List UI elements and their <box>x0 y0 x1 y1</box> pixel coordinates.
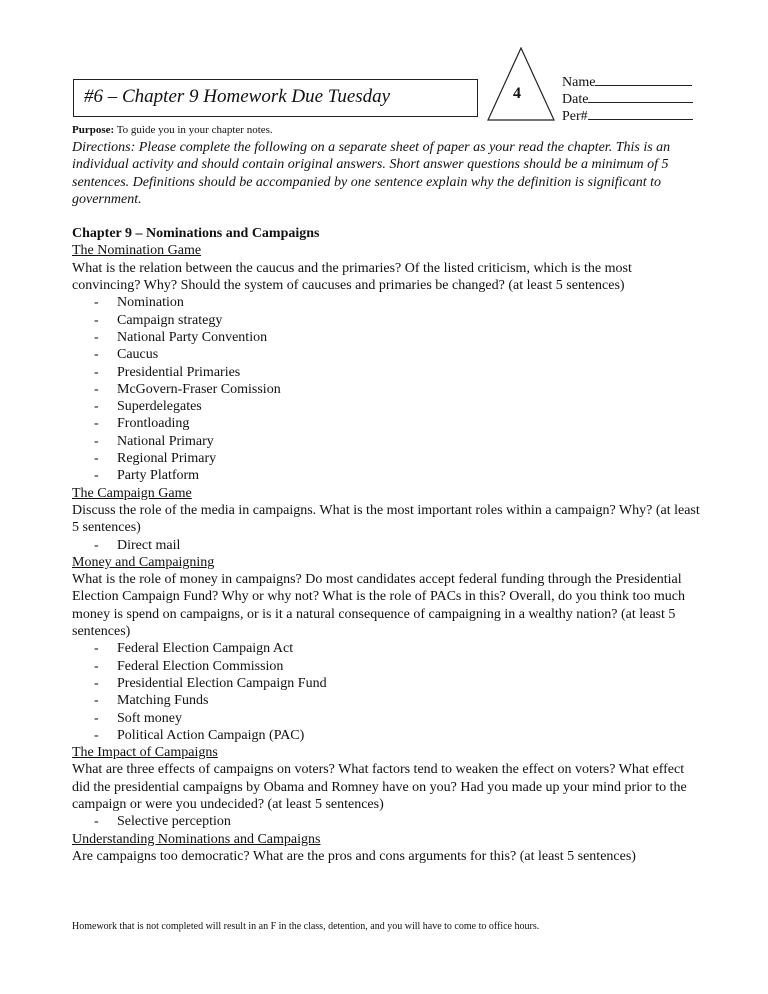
term-text: Selective perception <box>117 814 231 830</box>
term-item <box>72 364 702 381</box>
term-text: Direct mail <box>117 537 181 553</box>
bullet-dash: - <box>94 451 99 467</box>
bullet-dash: - <box>94 727 99 743</box>
term-item <box>72 813 702 830</box>
term-text: Caucus <box>117 347 159 363</box>
section-question: What are three effects of campaigns on voters? What factors tend to weaken the effect on voters? What effect did the presidential campaigns by Obama and Romney have on you? Had you made up your mind prior to the campaign or were you undecided? (at least 5 sentences) <box>72 762 687 812</box>
term-item <box>72 710 702 727</box>
purpose-text: To guide you in your chapter notes. <box>114 124 273 136</box>
period-label: Per# <box>562 109 588 124</box>
bullet-dash: - <box>94 347 99 363</box>
footer-note: Homework that is not completed will result in an F in the class, detention, and you will have to come to office hours. <box>72 921 540 932</box>
term-item <box>72 398 702 415</box>
sections-container <box>72 242 702 865</box>
period-underline <box>588 107 693 120</box>
term-text: National Primary <box>117 433 214 449</box>
date-field[interactable] <box>562 90 693 108</box>
section-heading: The Impact of Campaigns <box>72 745 218 761</box>
section-question: What is the role of money in campaigns? Do most candidates accept federal funding through the Presidential Election Campaign Fund? Why or why not? What is the role of PACs in this? Overall, do you think too much money is spend on campaigns, or is it a natural consequence of campaigning in a wealthy nation? (at least 5 sentences) <box>72 572 685 640</box>
term-text: Soft money <box>117 710 182 726</box>
bullet-dash: - <box>94 658 99 674</box>
bullet-dash: - <box>94 399 99 415</box>
bullet-dash: - <box>94 364 99 380</box>
bullet-dash: - <box>94 537 99 553</box>
bullet-dash: - <box>94 381 99 397</box>
term-text: Presidential Election Campaign Fund <box>117 675 327 691</box>
term-item <box>72 294 702 311</box>
term-text: Frontloading <box>117 416 190 432</box>
purpose-line <box>72 124 702 137</box>
bullet-dash: - <box>94 710 99 726</box>
term-item <box>72 433 702 450</box>
term-text: Political Action Campaign (PAC) <box>117 727 305 743</box>
bullet-dash: - <box>94 675 99 691</box>
directions: Directions: Please complete the following on a separate sheet of paper as your read the chapter. This is an individual activity and should contain original answers. Short answer questions should be a minimum of 5 sentences. Definitions should be accompanied by one sentence explain why the definition is significant to government. <box>72 140 671 207</box>
section-question: Are campaigns too democratic? What are the pros and cons arguments for this? (at least 5 sentences) <box>72 848 636 864</box>
term-item <box>72 415 702 432</box>
name-underline <box>595 73 692 86</box>
term-item <box>72 692 702 709</box>
bullet-dash: - <box>94 312 99 328</box>
bullet-dash: - <box>94 693 99 709</box>
term-text: Party Platform <box>117 468 200 484</box>
homework-title: #6 – Chapter 9 Homework Due Tuesday <box>84 86 391 107</box>
term-text: Nomination <box>117 295 184 311</box>
term-item <box>72 346 702 363</box>
term-list <box>72 640 702 744</box>
section-heading: Money and Campaigning <box>72 554 215 570</box>
term-item <box>72 675 702 692</box>
term-item <box>72 537 702 554</box>
term-item <box>72 727 702 744</box>
term-list <box>72 537 702 554</box>
term-list <box>72 813 702 830</box>
term-text: Superdelegates <box>117 399 202 415</box>
name-label: Name <box>562 75 596 90</box>
term-item <box>72 467 702 484</box>
term-item <box>72 640 702 657</box>
term-item <box>72 450 702 467</box>
term-text: Federal Election Campaign Act <box>117 641 294 657</box>
term-text: Campaign strategy <box>117 312 223 328</box>
section-heading: Understanding Nominations and Campaigns <box>72 831 321 847</box>
bullet-dash: - <box>94 416 99 432</box>
section-question: What is the relation between the caucus and the primaries? Of the listed criticism, which is the most convincing? Why? Should the system of caucuses and primaries be changed? (at least 5 sentences) <box>72 260 632 294</box>
date-underline <box>588 90 693 103</box>
term-item <box>72 312 702 329</box>
period-field[interactable] <box>562 107 693 125</box>
term-text: Regional Primary <box>117 451 217 467</box>
term-item <box>72 381 702 398</box>
bullet-dash: - <box>94 433 99 449</box>
bullet-dash: - <box>94 295 99 311</box>
term-text: Federal Election Commission <box>117 658 284 674</box>
purpose-label: Purpose: <box>72 124 115 136</box>
term-item <box>72 658 702 675</box>
chapter-title: Chapter 9 – Nominations and Campaigns <box>72 226 320 242</box>
section-heading: The Nomination Game <box>72 243 202 259</box>
badge-number: 4 <box>513 85 521 102</box>
term-text: National Party Convention <box>117 329 268 345</box>
term-text: Presidential Primaries <box>117 364 241 380</box>
bullet-dash: - <box>94 814 99 830</box>
bullet-dash: - <box>94 468 99 484</box>
triangle-badge-icon <box>487 47 555 122</box>
date-label: Date <box>562 92 589 107</box>
title-box <box>73 79 478 117</box>
term-text: Matching Funds <box>117 693 209 709</box>
section-question: Discuss the role of the media in campaigns. What is the most important roles within a campaign? Why? (at least 5 sentences) <box>72 502 700 536</box>
bullet-dash: - <box>94 329 99 345</box>
bullet-dash: - <box>94 641 99 657</box>
term-item <box>72 329 702 346</box>
name-field[interactable] <box>562 73 692 91</box>
section-heading: The Campaign Game <box>72 485 192 501</box>
homework-content <box>72 124 702 865</box>
term-list <box>72 294 702 484</box>
term-text: McGovern-Fraser Comission <box>117 381 281 397</box>
